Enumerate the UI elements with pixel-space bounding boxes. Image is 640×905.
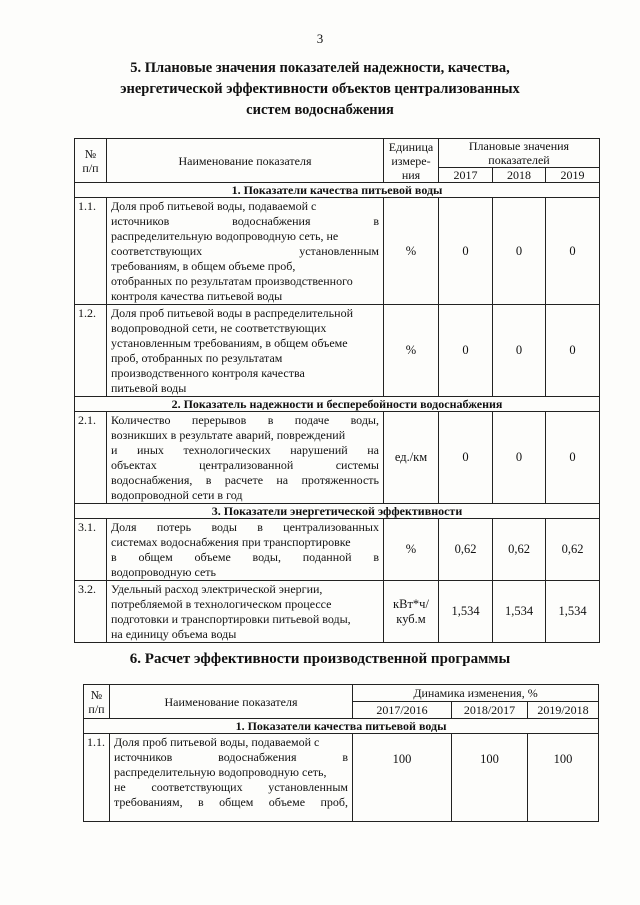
table-row bbox=[75, 305, 600, 397]
group-title: 1. Показатели качества питьевой воды bbox=[84, 719, 599, 734]
header-unit: Единица измере- ния bbox=[384, 139, 439, 183]
row-number: 3.2. bbox=[75, 581, 107, 643]
header-year: 2018 bbox=[493, 168, 546, 183]
value-cell: 1,534 bbox=[439, 581, 493, 643]
value-cell: 0 bbox=[439, 412, 493, 504]
indicator-name: Количество перерывов в подаче воды, возникших в результате аварий, повреждений и иных технологических нарушений на объектах централизованной системы водоснабжения, в расчете на протяженность водопроводной сети в год bbox=[107, 412, 384, 504]
value-cell: 0,62 bbox=[546, 519, 600, 581]
header-number: № п/п bbox=[84, 685, 110, 719]
section5-title-line: энергетической эффективности объектов централизованных bbox=[120, 81, 520, 97]
unit: % bbox=[384, 305, 439, 397]
value-cell: 100 bbox=[528, 734, 599, 822]
value-cell: 0 bbox=[493, 198, 546, 305]
row-number: 2.1. bbox=[75, 412, 107, 504]
unit: кВт*ч/ куб.м bbox=[384, 581, 439, 643]
unit: ед./км bbox=[384, 412, 439, 504]
indicator-name: Доля потерь воды в централизованных системах водоснабжения при транспортировке в общем объеме воды, поданной в водопроводную сеть bbox=[107, 519, 384, 581]
table-row bbox=[75, 198, 600, 305]
header-period: 2019/2018 bbox=[528, 702, 599, 719]
row-number: 1.1. bbox=[75, 198, 107, 305]
value-cell: 0 bbox=[546, 305, 600, 397]
value-cell: 0 bbox=[546, 198, 600, 305]
value-cell: 100 bbox=[452, 734, 528, 822]
value-cell: 0 bbox=[493, 305, 546, 397]
value-cell: 0,62 bbox=[493, 519, 546, 581]
value-cell: 100 bbox=[353, 734, 452, 822]
unit: % bbox=[384, 519, 439, 581]
table-row bbox=[84, 734, 599, 822]
indicator-name: Доля проб питьевой воды, подаваемой с источников водоснабжения в распределительную водопроводную сеть, не соответствующих установленным требованиям, в общем объеме проб, отобранных по результатам производственного контроля качества питьевой воды bbox=[107, 198, 384, 305]
header-year: 2019 bbox=[546, 168, 600, 183]
value-cell: 0 bbox=[546, 412, 600, 504]
section5-title-line: систем водоснабжения bbox=[246, 102, 394, 118]
indicator-name: Доля проб питьевой воды в распределительной водопроводной сети, не соответствующих установленным требованиям, в общем объеме проб, отобранных по результатам производственного контроля качества питьевой воды bbox=[107, 305, 384, 397]
unit: % bbox=[384, 198, 439, 305]
header-dynamics: Динамика изменения, % bbox=[353, 685, 599, 702]
group-title: 1. Показатели качества питьевой воды bbox=[75, 183, 600, 198]
row-number: 1.1. bbox=[84, 734, 110, 822]
header-period: 2017/2016 bbox=[353, 702, 452, 719]
value-cell: 1,534 bbox=[546, 581, 600, 643]
page-number: 3 bbox=[316, 31, 324, 46]
table-row bbox=[75, 519, 600, 581]
value-cell: 0 bbox=[493, 412, 546, 504]
row-number: 3.1. bbox=[75, 519, 107, 581]
value-cell: 1,534 bbox=[493, 581, 546, 643]
value-cell: 0 bbox=[439, 198, 493, 305]
section6-title: 6. Расчет эффективности производственной программы bbox=[129, 651, 511, 667]
indicator-name: Доля проб питьевой воды, подаваемой с источников водоснабжения в распределительную водопроводную сеть, не соответствующих установленным требованиям, в общем объеме проб, bbox=[110, 734, 353, 822]
group-title: 3. Показатели энергетической эффективности bbox=[75, 504, 600, 519]
header-name: Наименование показателя bbox=[110, 685, 353, 719]
table-row bbox=[75, 412, 600, 504]
header-planned-values: Плановые значения показателей bbox=[439, 139, 600, 168]
value-cell: 0 bbox=[439, 305, 493, 397]
section5-title-line: 5. Плановые значения показателей надежности, качества, bbox=[130, 60, 510, 76]
planned-values-table bbox=[74, 138, 600, 643]
row-number: 1.2. bbox=[75, 305, 107, 397]
header-number: № п/п bbox=[75, 139, 107, 183]
value-cell: 0,62 bbox=[439, 519, 493, 581]
group-title: 2. Показатель надежности и бесперебойности водоснабжения bbox=[75, 397, 600, 412]
section5-title bbox=[0, 58, 640, 121]
indicator-name: Удельный расход электрической энергии, потребляемой в технологическом процессе подготовки и транспортировки питьевой воды, на единицу объема воды bbox=[107, 581, 384, 643]
header-year: 2017 bbox=[439, 168, 493, 183]
table-row bbox=[75, 581, 600, 643]
efficiency-table bbox=[83, 684, 599, 822]
header-name: Наименование показателя bbox=[107, 139, 384, 183]
header-period: 2018/2017 bbox=[452, 702, 528, 719]
